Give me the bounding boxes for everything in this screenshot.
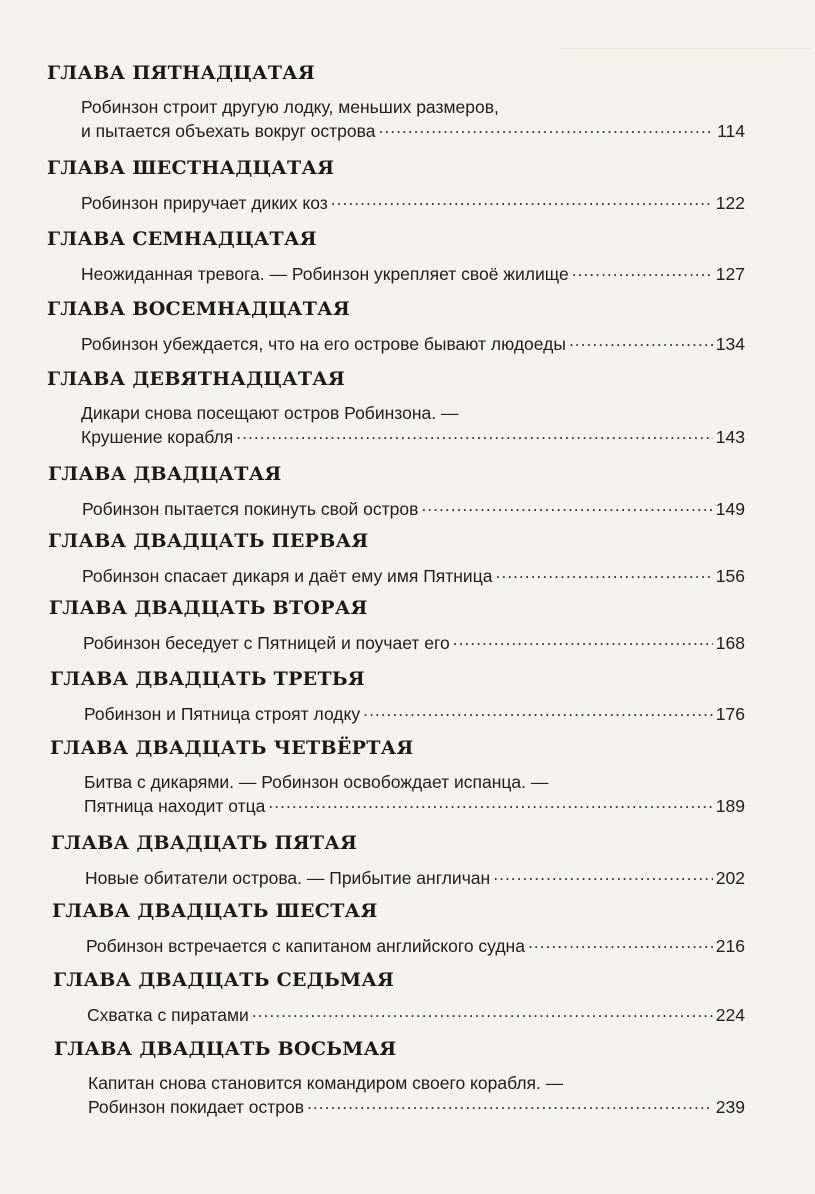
chapter-entry: [85, 866, 745, 890]
chapter-description-text: Робинзон встречается с капитаном английского судна: [86, 935, 525, 956]
chapter-description-last-line: [85, 866, 745, 890]
chapter-description-last-line: [83, 631, 745, 655]
dot-leader: [572, 262, 713, 280]
dot-leader: [268, 794, 712, 812]
chapter-title: ГЛАВА СЕМНАДЦАТАЯ: [47, 228, 317, 250]
chapter-title: ГЛАВА ПЯТНАДЦАТАЯ: [47, 62, 316, 84]
chapter-title: ГЛАВА ДЕВЯТНАДЦАТАЯ: [47, 368, 346, 390]
chapter-entry: [82, 564, 745, 588]
page-number: 189: [715, 795, 745, 816]
chapter-title: ГЛАВА ДВАДЦАТЬ ТРЕТЬЯ: [50, 668, 365, 690]
chapter-entry: [84, 771, 745, 818]
toc-chapter: [53, 969, 745, 1027]
chapter-description-text: Робинзон и Пятница строят лодку: [84, 703, 361, 724]
chapter-title: ГЛАВА ДВАДЦАТЬ ПЯТАЯ: [51, 832, 358, 854]
chapter-description-line: Битва с дикарями. — Робинзон освобождает испанца. —: [84, 772, 549, 792]
page-number: 224: [715, 1004, 745, 1025]
chapter-description-last-line: [82, 564, 745, 588]
toc-chapter: [47, 157, 745, 215]
chapter-description-text: Робинзон убеждается, что на его острове бывают людоеды: [81, 333, 566, 354]
chapter-description-last-line: [81, 332, 745, 356]
chapter-entry: [81, 191, 745, 215]
chapter-description-last-line: [81, 191, 745, 215]
toc-chapter: [48, 530, 745, 588]
dot-leader: [252, 1003, 713, 1021]
dot-leader: [453, 631, 713, 649]
toc-chapter: [49, 597, 745, 655]
chapter-description-last-line: [86, 934, 745, 958]
toc-chapter: [54, 1038, 745, 1119]
chapter-description-line: Дикари снова посещают остров Робинзона. —: [81, 403, 459, 423]
toc-chapter: [52, 900, 745, 958]
dot-leader: [528, 934, 713, 952]
chapter-title: ГЛАВА ДВАДЦАТАЯ: [48, 463, 282, 485]
chapter-title: ГЛАВА ДВАДЦАТЬ ШЕСТАЯ: [52, 900, 378, 922]
dot-leader: [378, 119, 714, 137]
page-number: 134: [715, 333, 745, 354]
toc-chapter: [48, 463, 745, 521]
dot-leader: [421, 497, 712, 515]
toc-chapter: [47, 228, 745, 286]
toc-chapter: [47, 62, 745, 143]
page-number: 176: [715, 703, 745, 724]
chapter-title: ГЛАВА ДВАДЦАТЬ ВТОРАЯ: [49, 597, 368, 619]
chapter-description-text: Робинзон покидает остров: [88, 1096, 305, 1117]
dot-leader: [307, 1095, 713, 1113]
chapter-entry: [87, 1003, 745, 1027]
chapter-entry: [81, 332, 745, 356]
chapter-description-text: и пытается объехать вокруг острова: [81, 120, 376, 141]
chapter-description-text: Робинзон приручает диких коз: [81, 192, 328, 213]
page-number: 149: [715, 498, 745, 519]
page-number: 156: [715, 565, 745, 586]
chapter-description-last-line: [84, 794, 745, 818]
page-number: 114: [717, 120, 745, 141]
chapter-title: ГЛАВА ДВАДЦАТЬ ЧЕТВЁРТАЯ: [50, 737, 414, 759]
chapter-description-line: Робинзон строит другую лодку, меньших размеров,: [81, 97, 499, 117]
chapter-title: ГЛАВА ДВАДЦАТЬ СЕДЬМАЯ: [53, 969, 395, 991]
toc-chapter: [50, 737, 745, 818]
chapter-description-text: Крушение корабля: [81, 426, 234, 447]
chapter-description-text: Новые обитатели острова. — Прибытие англичан: [85, 867, 491, 888]
chapter-description-last-line: [81, 425, 745, 449]
chapter-description-text: Неожиданная тревога. — Робинзон укрепляет своё жилище: [81, 263, 569, 284]
chapter-entry: [83, 631, 745, 655]
chapter-description-last-line: [87, 1003, 745, 1027]
page-number: 127: [715, 263, 745, 284]
toc-chapter: [47, 298, 745, 356]
chapter-description-last-line: [82, 497, 745, 521]
page-number: 168: [715, 632, 745, 653]
chapter-description-text: Схватка с пиратами: [87, 1004, 249, 1025]
chapter-description-text: Робинзон беседует с Пятницей и поучает его: [83, 632, 450, 653]
toc-chapter: [50, 668, 745, 726]
chapter-description-text: Пятница находит отца: [84, 795, 266, 816]
chapter-description-last-line: [81, 262, 745, 286]
chapter-title: ГЛАВА ДВАДЦАТЬ ВОСЬМАЯ: [54, 1038, 397, 1060]
page-number: 122: [715, 192, 745, 213]
chapter-entry: [81, 262, 745, 286]
chapter-title: ГЛАВА ВОСЕМНАДЦАТАЯ: [47, 298, 351, 320]
chapter-entry: [81, 402, 745, 449]
page-number: 202: [715, 867, 745, 888]
chapter-title: ГЛАВА ДВАДЦАТЬ ПЕРВАЯ: [48, 530, 369, 552]
chapter-description-text: Робинзон спасает дикаря и даёт ему имя Пятница: [82, 565, 493, 586]
page-number: 143: [715, 426, 745, 447]
toc-chapter: [51, 832, 745, 890]
dot-leader: [569, 332, 713, 350]
page-number: 239: [715, 1096, 745, 1117]
dot-leader: [331, 191, 713, 209]
dot-leader: [363, 702, 713, 720]
chapter-description-last-line: [81, 119, 745, 143]
chapter-entry: [86, 934, 745, 958]
chapter-description-last-line: [88, 1095, 745, 1119]
dot-leader: [495, 564, 712, 582]
chapter-entry: [81, 96, 745, 143]
chapter-entry: [82, 497, 745, 521]
chapter-description-last-line: [84, 702, 745, 726]
chapter-entry: [84, 702, 745, 726]
page-number: 216: [715, 935, 745, 956]
chapter-entry: [88, 1072, 745, 1119]
dot-leader: [236, 425, 713, 443]
dot-leader: [493, 866, 713, 884]
chapter-title: ГЛАВА ШЕСТНАДЦАТАЯ: [47, 157, 335, 179]
chapter-description-text: Робинзон пытается покинуть свой остров: [82, 498, 419, 519]
toc-chapter: [47, 368, 745, 449]
chapter-description-line: Капитан снова становится командиром своего корабля. —: [88, 1073, 564, 1093]
